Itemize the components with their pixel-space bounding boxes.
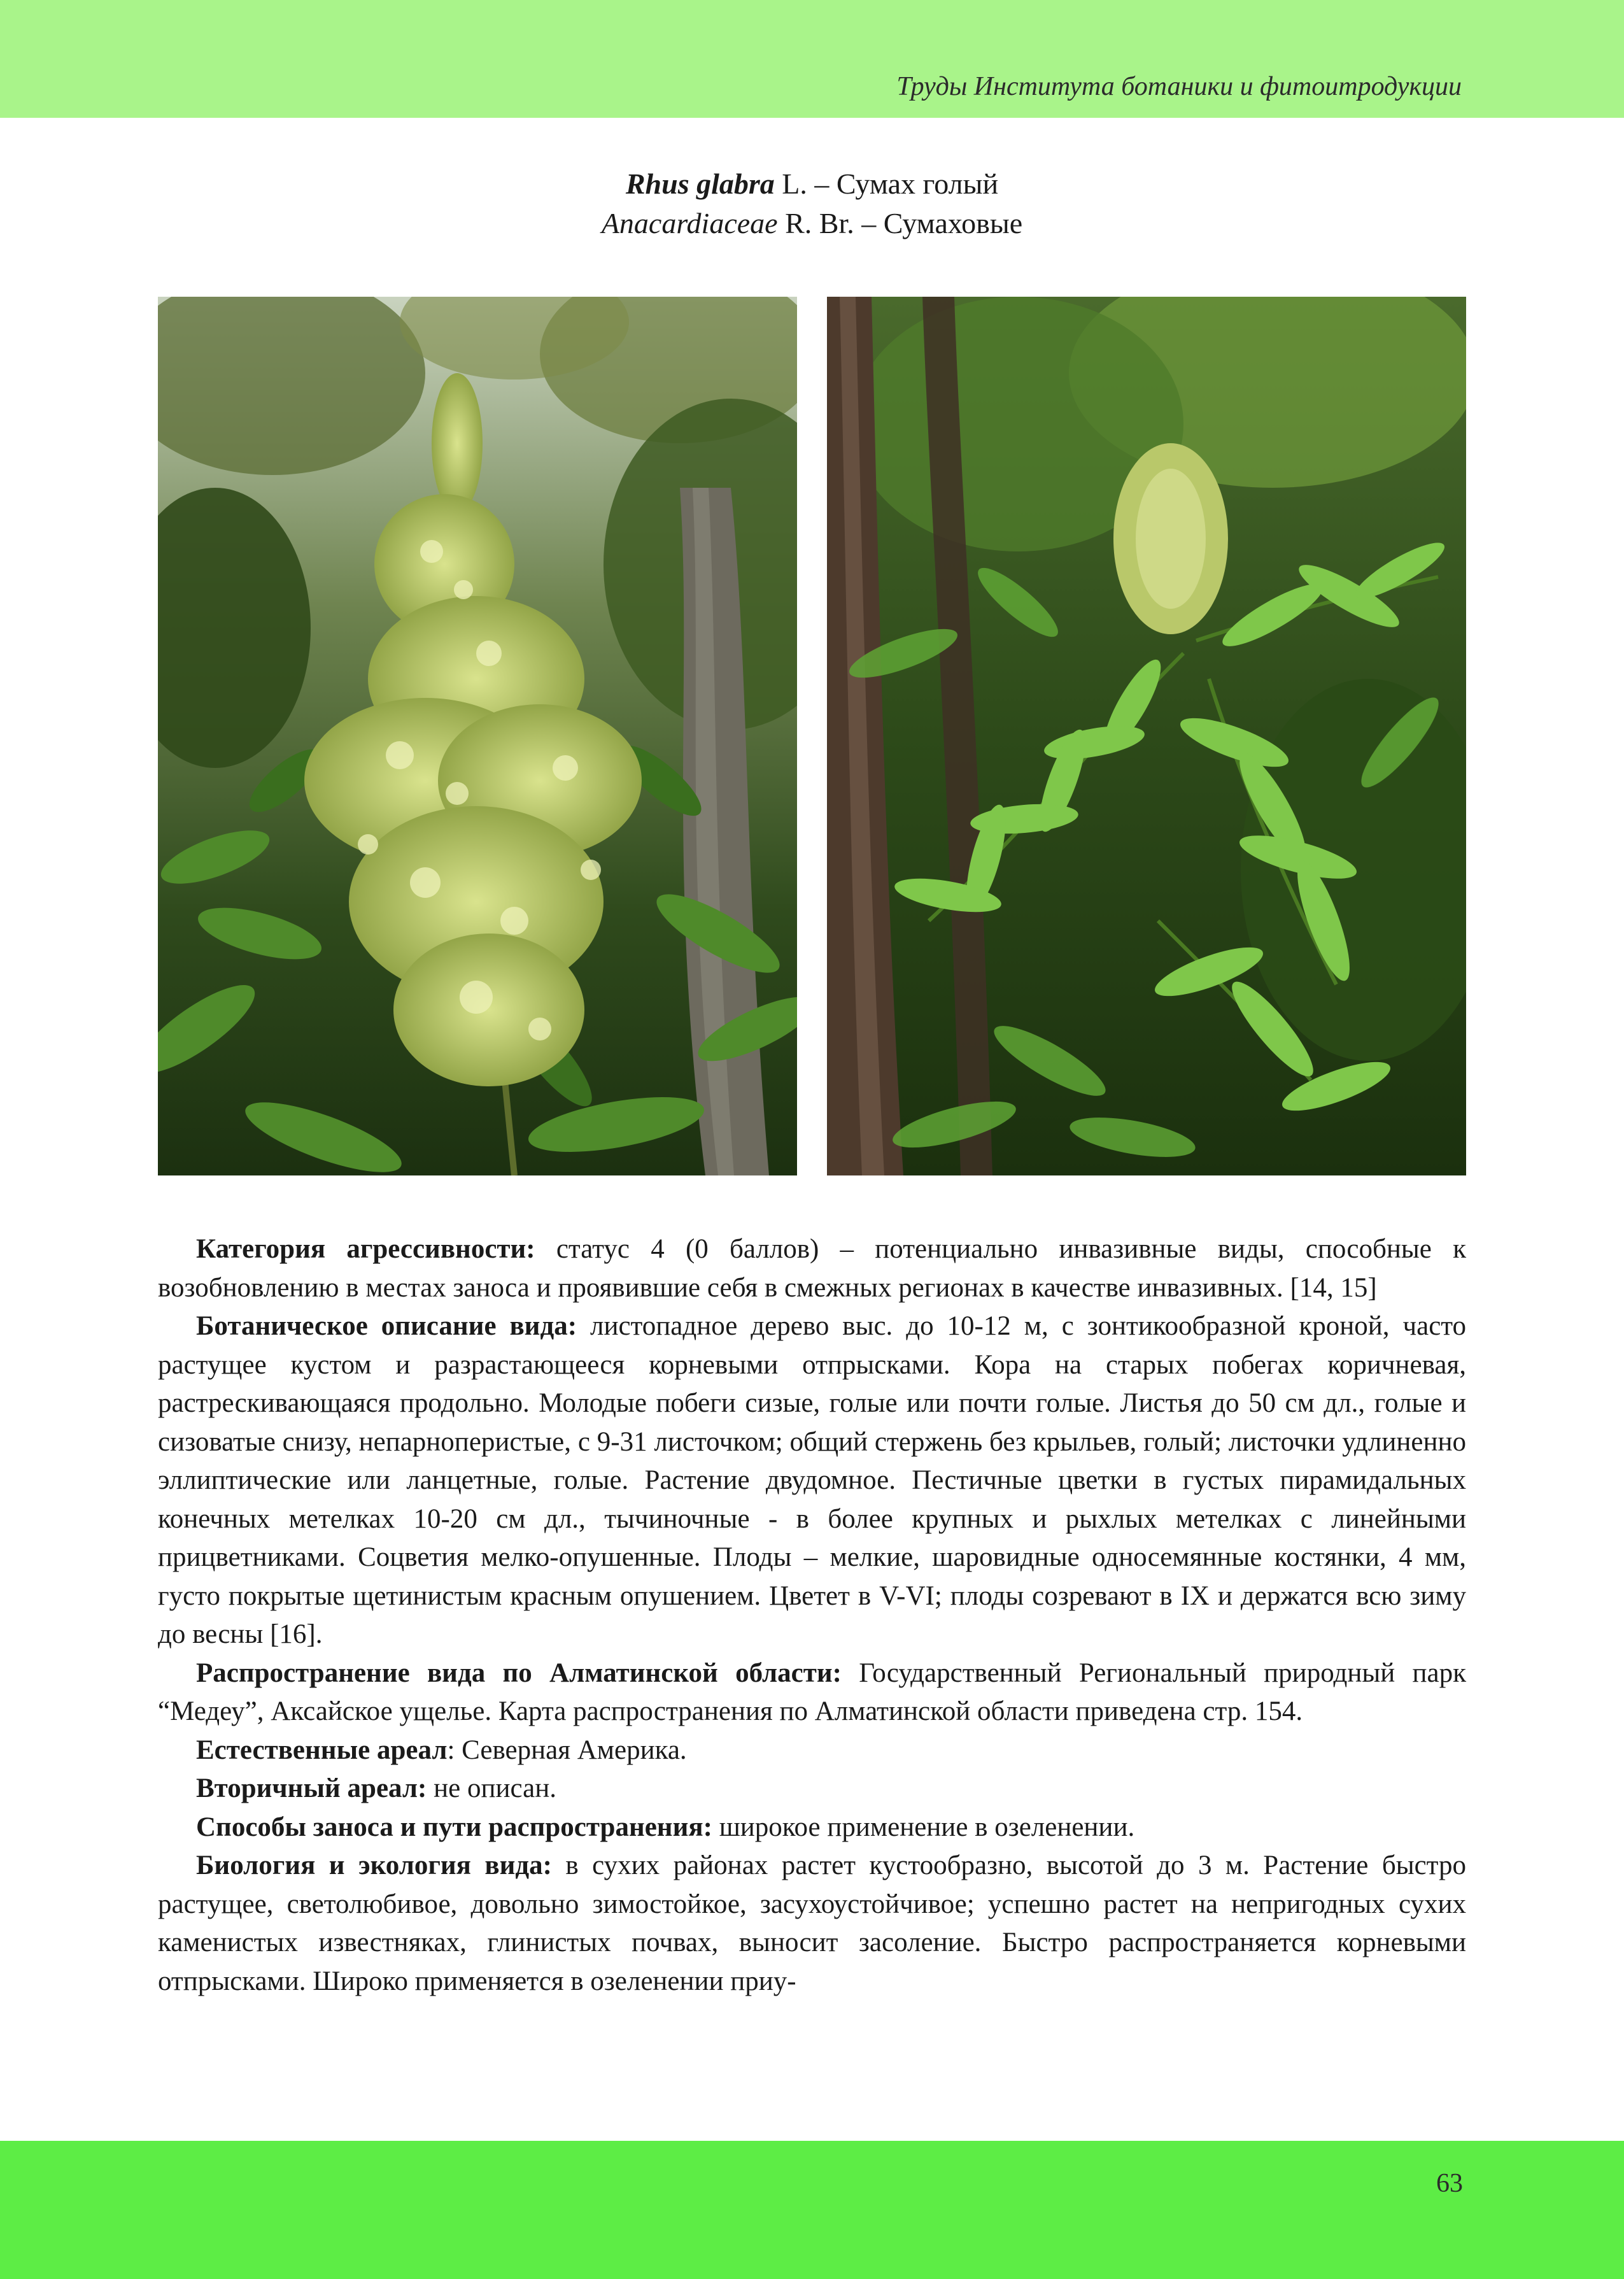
species-title-line [0, 164, 1624, 204]
section-text: широкое применение в озеленении. [712, 1812, 1135, 1842]
family-dash: – [861, 207, 877, 239]
species-author: L. [782, 167, 807, 200]
species-description [158, 1230, 1466, 2001]
species-title-block [0, 164, 1624, 243]
family-latin-name: Anacardiaceae [601, 207, 778, 239]
tree-illustration [827, 297, 1466, 1175]
species-latin-name: Rhus glabra [625, 167, 775, 200]
section-label: Естественные ареал [196, 1735, 448, 1765]
section-botanical-description [158, 1307, 1466, 1654]
footer-band [0, 2141, 1624, 2279]
journal-title: Труды Института ботаники и фитоитродукции [896, 72, 1462, 101]
header-band [0, 0, 1624, 118]
inflorescence-photo [158, 297, 797, 1175]
section-text: в сухих районах растет кустообразно, высотой до 3 м. Растение быстро растущее, светолюбивое, довольно зимостойкое, засухоустойчивое; успешно растет на непригодных сухих каменистых известняках, глинистых почвах, выносит засоление. Быстро распространяется корневыми отпрысками. Широко применяется в озеленении приу- [158, 1850, 1466, 1996]
section-label: Вторичный ареал: [196, 1773, 427, 1803]
section-label: Категория агрессивности: [196, 1234, 535, 1264]
section-text: : Северная Америка. [447, 1735, 687, 1765]
family-russian-name: Сумаховые [883, 207, 1023, 239]
page-number: 63 [1436, 2169, 1463, 2198]
section-text: cтатус 4 (0 баллов) – потенциально инвазивные виды, способные к возобновлению в местах заноса и проявившие себя в смежных регионах в качестве инвазивных. [14, 15] [158, 1234, 1466, 1303]
section-text: листопадное дерево выс. до 10-12 м, с зонтикообразной кроной, часто растущее кустом и разрастающееся корневыми отпрысками. Кора на старых побегах коричневая, растрескивающаяся продольно. Молодые побеги сизые, голые или почти голые. Листья до 50 см дл., голые и сизоватые снизу, непарноперистые, с 9-31 листочком; общий стержень без крыльев, голый; листочки удлиненно эллиптические или ланцетные, голые. Растение двудомное. Пестичные цветки в густых пирамидальных конечных метелках 10-20 см дл., тычиночные - в более крупных и рыхлых метелках с линейными прицветниками. Соцветия мелко-опушенные. Плоды – мелкие, шаровидные односемянные костянки, 4 мм, густо покрытые щетинистым красным опушением. Цветет в V-VI; плоды созревают в IX и держатся всю зиму до весны [16]. [158, 1311, 1467, 1649]
section-aggressiveness [158, 1230, 1466, 1307]
section-secondary-range [158, 1770, 1466, 1808]
species-dash: – [814, 167, 830, 200]
section-label: Распространение вида по Алматинской области: [196, 1658, 842, 1688]
section-introduction-pathways [158, 1808, 1466, 1847]
species-russian-name: Сумах голый [836, 167, 999, 200]
section-natural-range [158, 1731, 1466, 1770]
tree-photo [827, 297, 1466, 1175]
section-label: Ботаническое описание вида: [196, 1311, 577, 1341]
section-label: Способы заноса и пути распространения: [196, 1812, 712, 1842]
section-text: не описан. [427, 1773, 556, 1803]
family-author: R. Br. [785, 207, 854, 239]
inflorescence-illustration [158, 297, 797, 1175]
section-label: Биология и экология вида: [196, 1850, 552, 1880]
section-text: Государственный Региональный природный парк “Медеу”, Аксайское ущелье. Карта распространения по Алматинской области приведена стр. 154. [158, 1658, 1466, 1726]
section-biology-ecology [158, 1847, 1466, 2001]
section-distribution [158, 1654, 1466, 1731]
family-title-line [0, 204, 1624, 243]
